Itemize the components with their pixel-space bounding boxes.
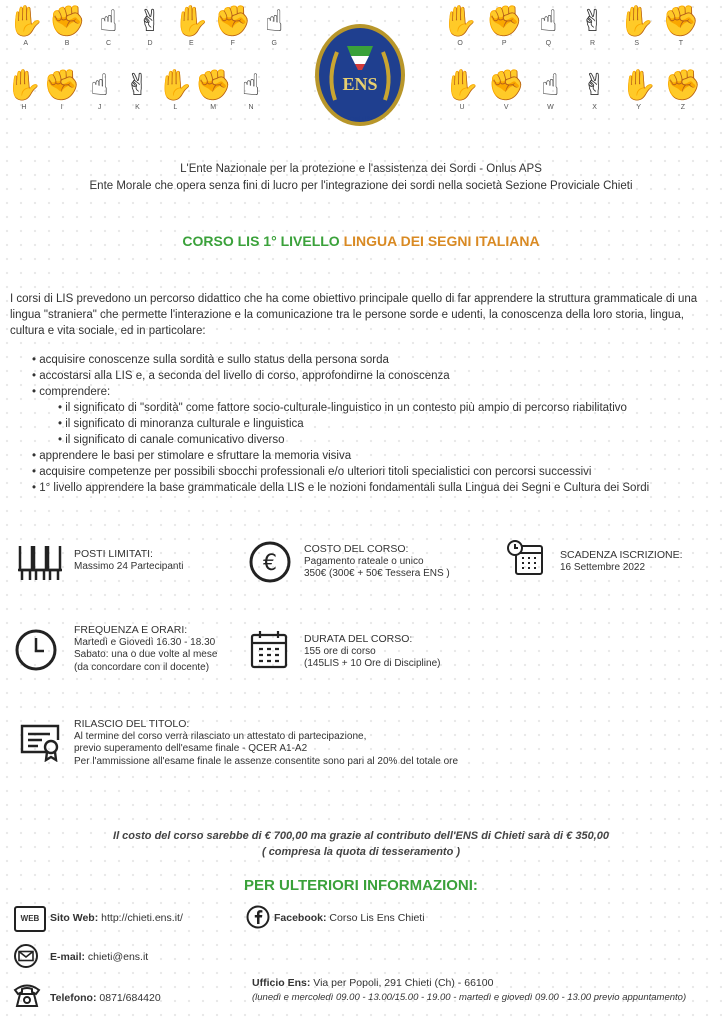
course-title-green: CORSO LIS 1° LIVELLO (182, 233, 344, 249)
info-posti (74, 548, 184, 573)
info-frequenza-text-3: (da concordare con il docente) (74, 661, 210, 673)
hand-icon: ✋ (5, 68, 43, 103)
sign-hand-q (530, 4, 566, 47)
info-rilascio-text-3: Per l'ammissione all'esame finale le assenze consentite sono pari al 20% del totale ore (74, 755, 459, 767)
sign-letter: A (23, 40, 29, 47)
sign-letter: C (106, 40, 112, 47)
info-durata-label: DURATA DEL CORSO: (304, 633, 413, 645)
sign-letter: Z (680, 104, 685, 111)
sign-hand-j (82, 68, 118, 111)
sign-hand-f (215, 4, 251, 47)
course-title-orange: LINGUA DEI SEGNI ITALIANA (343, 233, 540, 249)
objectives-list (32, 352, 712, 496)
sign-letter: E (189, 40, 194, 47)
sign-letter: I (60, 104, 63, 111)
contact-office (252, 977, 493, 989)
sign-letter: N (248, 104, 254, 111)
hand-icon: ✊ (662, 4, 700, 39)
sign-hand-n (233, 68, 269, 111)
sign-hand-u (444, 68, 480, 111)
list-item: • comprendere: (32, 386, 111, 398)
sign-letter: R (590, 40, 596, 47)
info-scadenza-label: SCADENZA ISCRIZIONE: (560, 549, 683, 561)
certificate-icon (18, 722, 62, 762)
sign-hand-m (195, 68, 231, 111)
hand-icon: ✋ (443, 68, 481, 103)
sign-letter: O (457, 40, 463, 47)
sign-hand-k (119, 68, 155, 111)
web-icon: WEB (14, 906, 46, 932)
sign-alphabet-left-row1 (5, 4, 295, 47)
sign-letter: Q (545, 40, 552, 47)
info-frequenza-text-1: Martedì e Giovedì 16.30 - 18.30 (74, 636, 216, 648)
sign-hand-r (575, 4, 611, 47)
contact-web-value[interactable]: http://chieti.ens.it/ (98, 912, 183, 924)
sign-letter: X (592, 104, 597, 111)
cost-note (0, 828, 722, 860)
info-frequenza-label: FREQUENZA E ORARI: (74, 624, 188, 636)
seats-icon (16, 540, 64, 582)
hand-icon: ✊ (485, 4, 523, 39)
hand-icon: ✊ (43, 68, 81, 103)
contact-web[interactable] (50, 912, 183, 924)
sign-hand-p (486, 4, 522, 47)
info-durata-text-1: 155 ore di corso (304, 645, 376, 657)
contact-office-hours: (lunedì e mercoledì 09.00 - 13.00/15.00 - 19.00 - martedì e giovedì 09.00 - 13.00 previo appuntamento) (252, 992, 687, 1003)
hand-icon: ✊ (487, 68, 525, 103)
sign-letter: H (21, 104, 27, 111)
info-costo-text-2: 350€ (300€ + 50€ Tessera ENS ) (304, 568, 450, 579)
list-item: • apprendere le basi per stimolare e sfruttare la memoria visiva (32, 450, 352, 462)
info-rilascio-text-1: Al termine del corso verrà rilasciato un attestato di partecipazione, (74, 730, 367, 742)
hand-icon: ✋ (620, 68, 658, 103)
contact-facebook-label: Facebook: (274, 912, 327, 924)
hand-icon: ☝ (90, 68, 109, 103)
hand-icon: ✌ (137, 4, 163, 39)
hand-icon: ✋ (156, 68, 194, 103)
sign-letter: F (230, 40, 235, 47)
sign-letter: G (271, 40, 277, 47)
list-item: • il significato di "sordità" come fattore socio-culturale-linguistico in un contesto più ampio di percorso riabilitativo (58, 402, 627, 414)
course-title (0, 233, 722, 249)
facebook-icon (246, 905, 270, 929)
sign-hand-w (532, 68, 568, 111)
sign-hand-h (6, 68, 42, 111)
sign-letter: T (678, 40, 683, 47)
clock-icon (14, 628, 58, 672)
sign-hand-t (663, 4, 699, 47)
contact-email-label: E-mail: (50, 951, 86, 963)
sign-hand-a (8, 4, 44, 47)
hand-icon: ✊ (194, 68, 232, 103)
sign-letter: B (64, 40, 70, 47)
contact-email-value[interactable]: chieti@ens.it (85, 951, 149, 963)
sign-hand-s (619, 4, 655, 47)
logo-subtext: ONLUS (349, 117, 371, 123)
cost-note-line-1: Il costo del corso sarebbe di € 700,00 ma grazie al contributo dell'ENS di Chieti sarà di € 350,00 (113, 830, 609, 842)
sign-letter: P (501, 40, 507, 47)
hand-icon: ✊ (664, 68, 702, 103)
envelope-icon (12, 944, 40, 968)
sign-hand-y (621, 68, 657, 111)
hand-icon: ✌ (579, 4, 606, 39)
more-info-heading: PER ULTERIORI INFORMAZIONI: (244, 877, 478, 894)
contact-facebook[interactable] (274, 912, 425, 924)
hand-icon: ✋ (7, 4, 45, 39)
sign-hand-i (44, 68, 80, 111)
sign-letter: D (147, 40, 153, 47)
info-frequenza (74, 624, 217, 674)
hand-icon: ☝ (265, 4, 284, 39)
hand-icon: ✊ (214, 4, 252, 39)
info-rilascio-label: RILASCIO DEL TITOLO: (74, 718, 190, 730)
info-rilascio-text-2: previo superamento dell'esame finale - QCER A1-A2 (74, 743, 308, 754)
contact-office-label: Ufficio Ens: (252, 977, 311, 989)
sign-hand-x (577, 68, 613, 111)
svg-text:€: € (263, 551, 277, 576)
sign-letter: M (210, 104, 217, 111)
calendar-icon (248, 628, 290, 670)
contact-email[interactable] (50, 951, 148, 963)
org-line-2: Ente Morale che opera senza fini di lucro per l'integrazione dei sordi nella società Sezione Proviciale Chieti (89, 180, 633, 192)
contact-phone-label: Telefono: (50, 992, 97, 1004)
hand-icon: ☝ (541, 68, 560, 103)
hand-icon: ☝ (241, 68, 261, 103)
info-costo-label: COSTO DEL CORSO: (304, 543, 409, 555)
info-scadenza (560, 549, 683, 574)
ens-logo (313, 22, 407, 128)
hand-icon: ✋ (618, 4, 656, 39)
sign-hand-v (488, 68, 524, 111)
contact-web-label: Sito Web: (50, 912, 99, 924)
sign-letter: S (634, 40, 640, 47)
hand-icon: ✌ (581, 68, 608, 103)
sign-letter: W (547, 104, 554, 111)
list-item: • acquisire competenze per possibili sbocchi professionali e/o ulteriori titoli specialistici con percorsi successivi (32, 466, 592, 478)
sign-alphabet-right-row1 (438, 4, 703, 47)
sign-alphabet-left-row2 (5, 68, 270, 111)
hand-icon: ✋ (441, 4, 479, 39)
euro-icon (248, 540, 292, 584)
sign-letter: V (503, 104, 509, 111)
hand-icon: ☝ (539, 4, 558, 39)
hand-icon: ✊ (48, 4, 86, 39)
contact-phone[interactable] (50, 992, 161, 1004)
info-costo (304, 543, 450, 581)
sign-hand-l (157, 68, 193, 111)
list-item: • il significato di minoranza culturale e linguistica (58, 418, 304, 430)
contact-phone-value[interactable]: 0871/684420 (96, 992, 161, 1004)
info-posti-text: Massimo 24 Partecipanti (74, 560, 184, 572)
sign-alphabet-right-row2 (440, 68, 705, 111)
info-scadenza-text: 16 Settembre 2022 (560, 561, 646, 573)
list-item: • accostarsi alla LIS e, a seconda del livello di corso, approfondirne la conoscenza (32, 370, 450, 382)
org-line-1: L'Ente Nazionale per la protezione e l'assistenza dei Sordi - Onlus APS (180, 163, 542, 175)
sign-hand-b (49, 4, 85, 47)
sign-hand-c (91, 4, 127, 47)
contact-office-value: Via per Popoli, 291 Chieti (Ch) - 66100 (310, 977, 494, 989)
list-item: • acquisire conoscenze sulla sordità e sullo status della persona sorda (32, 354, 389, 366)
contact-facebook-value[interactable]: Corso Lis Ens Chieti (326, 912, 425, 924)
sign-letter: L (173, 104, 178, 111)
info-posti-label: POSTI LIMITATI: (74, 548, 153, 560)
list-item: • il significato di canale comunicativo diverso (58, 434, 285, 446)
telephone-icon (12, 982, 42, 1008)
hand-icon: ☝ (99, 4, 118, 39)
sign-letter: Y (636, 104, 642, 111)
list-item: • 1° livello apprendere la base grammaticale della LIS e le nozioni fondamentali sulla Lingua dei Segni e Cultura dei Sordi (32, 482, 650, 494)
info-durata-text-2: (145LIS + 10 Ore di Discipline) (304, 658, 441, 669)
hand-icon: ✋ (172, 4, 211, 39)
info-frequenza-text-2: Sabato: una o due volte al mese (74, 649, 218, 660)
intro-paragraph: I corsi di LIS prevedono un percorso didattico che ha come obiettivo principale quello di far apprendere la struttura grammaticale di una lingua "straniera" che permette l'interazione e la comunicazione tra le persone sorde e udenti, la conoscenza della loro storia, lingua, cultura e vita sociale, ed in particolare: (10, 293, 698, 337)
hand-icon: ✌ (124, 68, 151, 103)
info-rilascio (74, 718, 458, 768)
sign-hand-d (132, 4, 168, 47)
sign-hand-g (256, 4, 292, 47)
sign-hand-z (665, 68, 701, 111)
cost-note-line-2: ( compresa la quota di tesseramento ) (261, 846, 461, 858)
logo-text: ENS (342, 74, 378, 94)
sign-hand-o (442, 4, 478, 47)
sign-letter: U (459, 104, 465, 111)
sign-letter: J (97, 104, 102, 111)
calendar-clock-icon (504, 538, 546, 578)
sign-hand-e (173, 4, 209, 47)
sign-letter: K (135, 104, 140, 111)
info-durata (304, 633, 440, 671)
info-costo-text-1: Pagamento rateale o unico (304, 555, 424, 567)
